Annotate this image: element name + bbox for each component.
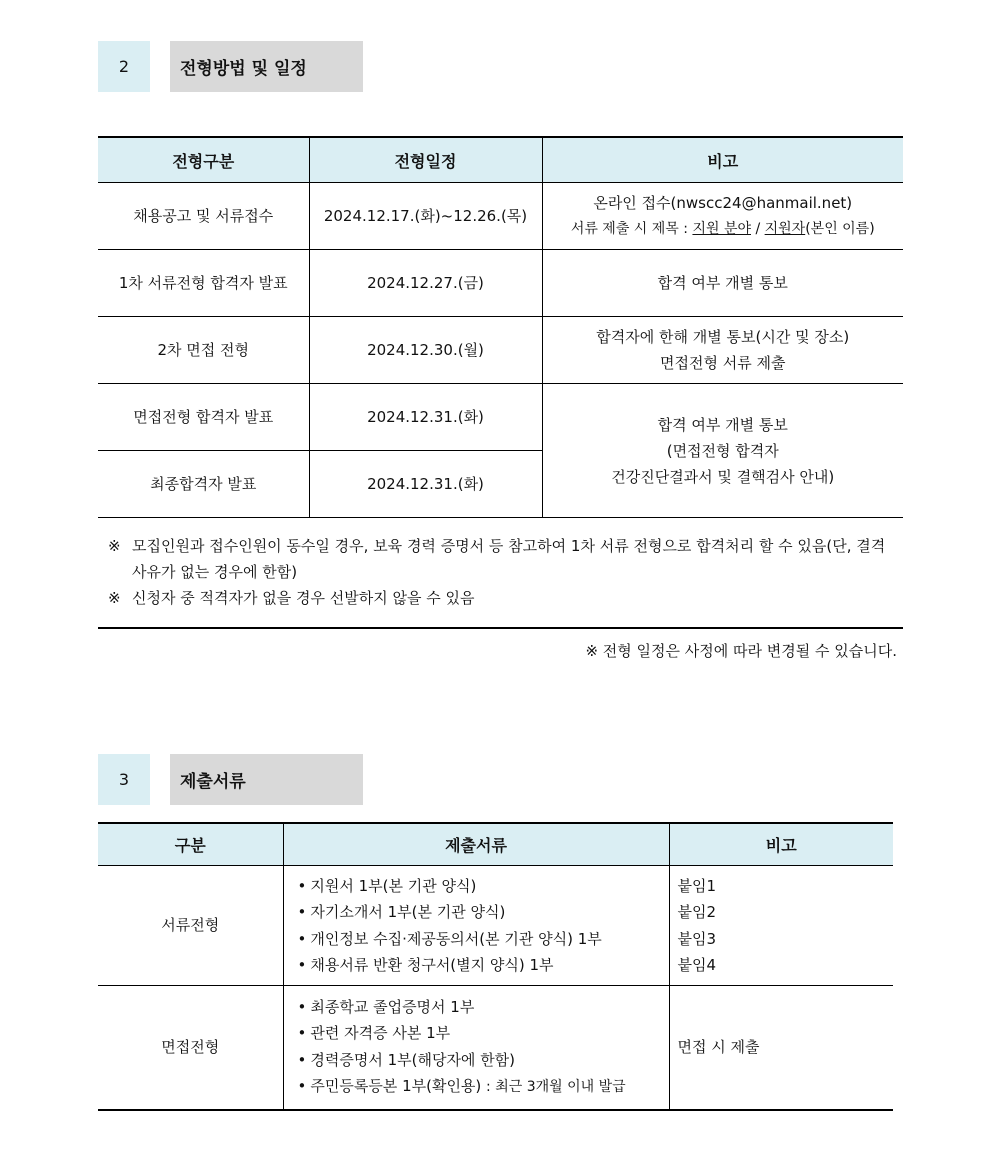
date-cell: 2024.12.31.(화) <box>309 451 542 518</box>
stage-cell: 1차 서류전형 합격자 발표 <box>98 250 309 317</box>
notes-box <box>98 517 903 629</box>
doc-text: 지원서 1부(본 기관 양식) <box>310 876 477 895</box>
doc-text: 채용서류 반환 청구서(별지 양식) 1부 <box>310 956 554 974</box>
table-row <box>98 384 903 451</box>
table-row <box>98 986 893 1110</box>
date-cell: 2024.12.30.(월) <box>309 317 542 384</box>
column-header: 전형구분 <box>98 137 309 183</box>
reference-mark: ※ <box>108 537 121 555</box>
reference-mark: ※ <box>108 589 121 607</box>
note-line: 합격자에 한해 개별 통보(시간 및 장소) <box>596 328 850 346</box>
note-underlined: 지원 분야 <box>692 221 751 237</box>
doc-text: 관련 자격증 사본 1부 <box>310 1024 451 1043</box>
note-line: 건강진단결과서 및 결핵검사 안내) <box>611 467 835 486</box>
doc-item <box>298 926 669 953</box>
table-row <box>98 183 903 250</box>
remark-item: 붙임2 <box>677 903 717 921</box>
column-header: 제출서류 <box>283 823 669 866</box>
doc-item <box>298 994 669 1021</box>
remarks-cell <box>669 866 893 986</box>
table-row <box>98 866 893 986</box>
doc-text: 경력증명서 1부(해당자에 한함) <box>310 1050 516 1069</box>
docs-cell <box>283 866 669 986</box>
date-cell: 2024.12.17.(화)~12.26.(목) <box>309 183 542 250</box>
note-prefix: 서류 제출 시 제목 : <box>570 221 693 237</box>
note-underlined: 지원자 <box>764 221 806 237</box>
stage-cell: 최종합격자 발표 <box>98 451 309 518</box>
bullet: • <box>297 956 307 974</box>
bullet: • <box>297 876 307 895</box>
note-cell: 합격 여부 개별 통보 <box>542 250 903 317</box>
note-text: 모집인원과 접수인원이 동수일 경우, 보육 경력 증명서 등 참고하여 1차 서류 전형으로 합격처리 할 수 있음(단, 결격사유가 없는 경우에 한함) <box>132 537 886 581</box>
table-header-row <box>98 823 893 866</box>
docs-cell <box>283 986 669 1110</box>
note-text: 신청자 중 적격자가 없을 경우 선발하지 않을 수 있음 <box>132 589 475 607</box>
column-header: 전형일정 <box>309 137 542 183</box>
note-cell <box>542 317 903 384</box>
date-cell: 2024.12.27.(금) <box>309 250 542 317</box>
column-header: 비고 <box>542 137 903 183</box>
table-header-row <box>98 137 903 183</box>
table-row <box>98 317 903 384</box>
remark-item: 붙임4 <box>677 956 717 974</box>
doc-item <box>298 899 669 926</box>
section-title: 전형방법 및 일정 <box>170 41 363 92</box>
note-line: 합격 여부 개별 통보 <box>657 415 788 434</box>
note-suffix: (본인 이름) <box>805 221 875 237</box>
stage-cell: 면접전형 합격자 발표 <box>98 384 309 451</box>
bullet: • <box>297 929 307 948</box>
remark-item: 붙임1 <box>677 876 717 895</box>
doc-text: 자기소개서 1부(본 기관 양식) <box>310 903 506 921</box>
column-header: 구분 <box>98 823 283 866</box>
stage-cell: 2차 면접 전형 <box>98 317 309 384</box>
bullet: • <box>297 1024 307 1043</box>
date-cell: 2024.12.31.(화) <box>309 384 542 451</box>
remark-item: 붙임3 <box>677 929 717 948</box>
bullet: • <box>297 997 307 1016</box>
doc-subnote: : 최근 3개월 이내 발급 <box>486 1079 626 1096</box>
category-cell: 면접전형 <box>98 986 283 1110</box>
bullet: • <box>297 1050 307 1069</box>
documents-table <box>98 822 893 1111</box>
remarks-cell: 면접 시 제출 <box>669 986 893 1110</box>
schedule-table <box>98 136 903 518</box>
bullet: • <box>297 903 307 921</box>
note-line: (면접전형 합격자 <box>666 441 779 460</box>
doc-item <box>298 1047 669 1074</box>
schedule-footnote: ※ 전형 일정은 사정에 따라 변경될 수 있습니다. <box>585 642 897 660</box>
column-header: 비고 <box>669 823 893 866</box>
note-cell <box>542 183 903 250</box>
section-title: 제출서류 <box>170 754 363 805</box>
doc-item <box>298 1073 669 1101</box>
merged-note-cell <box>542 384 903 518</box>
section-number: 2 <box>98 41 150 92</box>
stage-cell: 채용공고 및 서류접수 <box>98 183 309 250</box>
doc-text: 개인정보 수집·제공동의서(본 기관 양식) 1부 <box>310 929 602 948</box>
doc-item <box>298 952 669 979</box>
note-line: 온라인 접수(nwscc24@hanmail.net) <box>593 194 853 212</box>
note-line <box>543 216 904 242</box>
table-row <box>98 250 903 317</box>
doc-item <box>298 1020 669 1047</box>
bullet: • <box>297 1077 307 1096</box>
note-separator: / <box>751 221 765 237</box>
doc-text: 최종학교 졸업증명서 1부 <box>310 997 475 1016</box>
section-number: 3 <box>98 754 150 805</box>
note-line: 면접전형 서류 제출 <box>660 354 786 372</box>
doc-item <box>298 873 669 900</box>
note-item <box>108 533 895 585</box>
category-cell: 서류전형 <box>98 866 283 986</box>
doc-text: 주민등록등본 1부(확인용) <box>310 1077 487 1096</box>
note-item <box>108 585 895 611</box>
